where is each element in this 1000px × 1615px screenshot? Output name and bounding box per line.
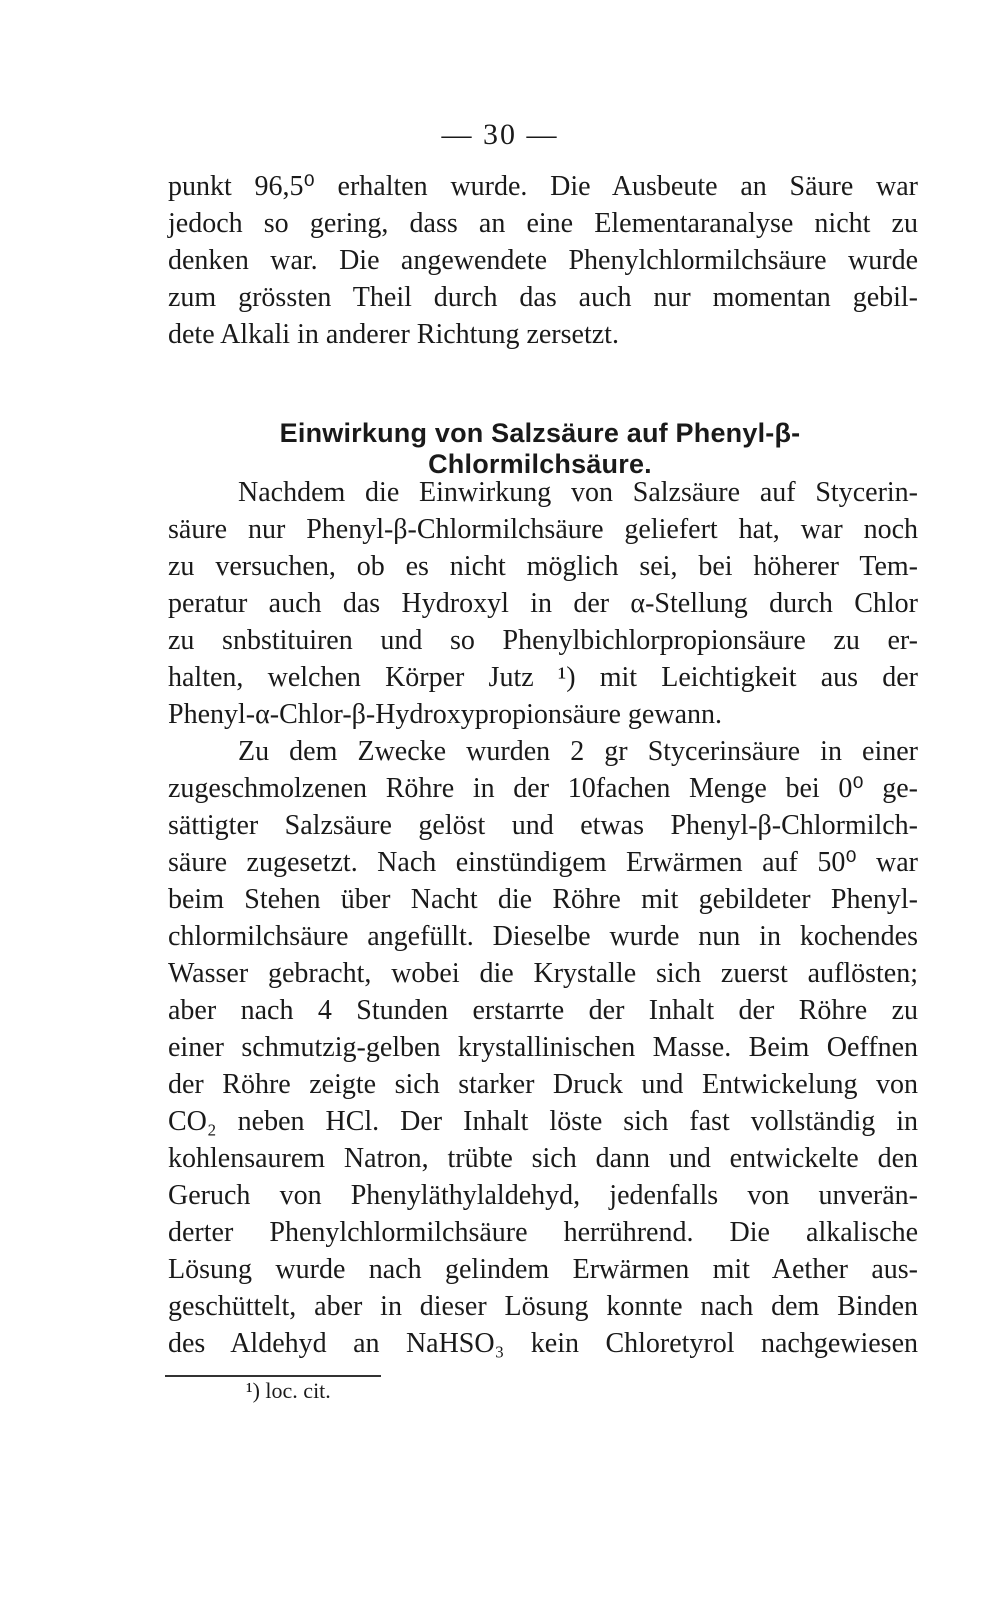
text-line: Nachdem die Einwirkung von Salzsäure auf Stycerin- <box>238 477 918 508</box>
text-line: peratur auch das Hydroxyl in der α-Stellung durch Chlor <box>168 588 918 619</box>
text-line: Wasser gebracht, wobei die Krystalle sich zuerst auflösten; <box>168 958 918 989</box>
text-line: chlormilchsäure angefüllt. Dieselbe wurde nun in kochendes <box>168 921 918 952</box>
text-line: zu versuchen, ob es nicht möglich sei, bei höherer Tem- <box>168 551 918 582</box>
text-line: säure nur Phenyl-β-Chlormilchsäure geliefert hat, war noch <box>168 514 918 545</box>
text-line: Geruch von Phenyläthylaldehyd, jedenfalls von unverän- <box>168 1180 918 1211</box>
text-line: denken war. Die angewendete Phenylchlormilchsäure wurde <box>168 245 918 276</box>
text-line: einer schmutzig-gelben krystallinischen Masse. Beim Oeffnen <box>168 1032 918 1063</box>
body-text <box>168 474 918 1362</box>
text-line: derter Phenylchlormilchsäure herrührend. Die alkalische <box>168 1217 918 1248</box>
text-line: zu snbstituiren und so Phenylbichlorpropionsäure zu er- <box>168 625 918 656</box>
text-line: säure zugesetzt. Nach einstündigem Erwärmen auf 50⁰ war <box>168 847 918 878</box>
text-line: Zu dem Zwecke wurden 2 gr Stycerinsäure in einer <box>238 736 918 767</box>
text-line: Lösung wurde nach gelindem Erwärmen mit Aether aus- <box>168 1254 918 1285</box>
text-line: punkt 96,5⁰ erhalten wurde. Die Ausbeute an Säure war <box>168 171 918 202</box>
footnote: ¹) loc. cit. <box>246 1378 331 1403</box>
text-line: geschüttelt, aber in dieser Lösung konnte nach dem Binden <box>168 1291 918 1322</box>
text-line: beim Stehen über Nacht die Röhre mit gebildeter Phenyl- <box>168 884 918 915</box>
text-line: dete Alkali in anderer Richtung zersetzt. <box>168 319 619 350</box>
text-line: zum grössten Theil durch das auch nur momentan gebil- <box>168 282 918 313</box>
footnote-rule <box>165 1375 381 1377</box>
section-heading: Einwirkung von Salzsäure auf Phenyl-β-Chlormilchsäure. <box>279 418 801 479</box>
text-line: sättigter Salzsäure gelöst und etwas Phenyl-β-Chlormilch- <box>168 810 918 841</box>
text-line: zugeschmolzenen Röhre in der 10fachen Menge bei 0⁰ ge- <box>168 773 918 804</box>
top-paragraph <box>168 168 918 353</box>
text-line: halten, welchen Körper Jutz ¹) mit Leichtigkeit aus der <box>168 662 918 693</box>
text-line: Phenyl-α-Chlor-β-Hydroxypropionsäure gewann. <box>168 699 723 730</box>
text-line: des Aldehyd an NaHSO₃ kein Chloretyrol nachgewiesen <box>168 1328 918 1359</box>
text-line: aber nach 4 Stunden erstarrte der Inhalt der Röhre zu <box>168 995 918 1026</box>
text-line: CO₂ neben HCl. Der Inhalt löste sich fast vollständig in <box>168 1106 918 1137</box>
text-line: kohlensaurem Natron, trübte sich dann und entwickelte den <box>168 1143 918 1174</box>
text-line: der Röhre zeigte sich starker Druck und Entwickelung von <box>168 1069 918 1100</box>
text-line: jedoch so gering, dass an eine Elementaranalyse nicht zu <box>168 208 918 239</box>
page-number: — 30 — <box>441 118 559 151</box>
